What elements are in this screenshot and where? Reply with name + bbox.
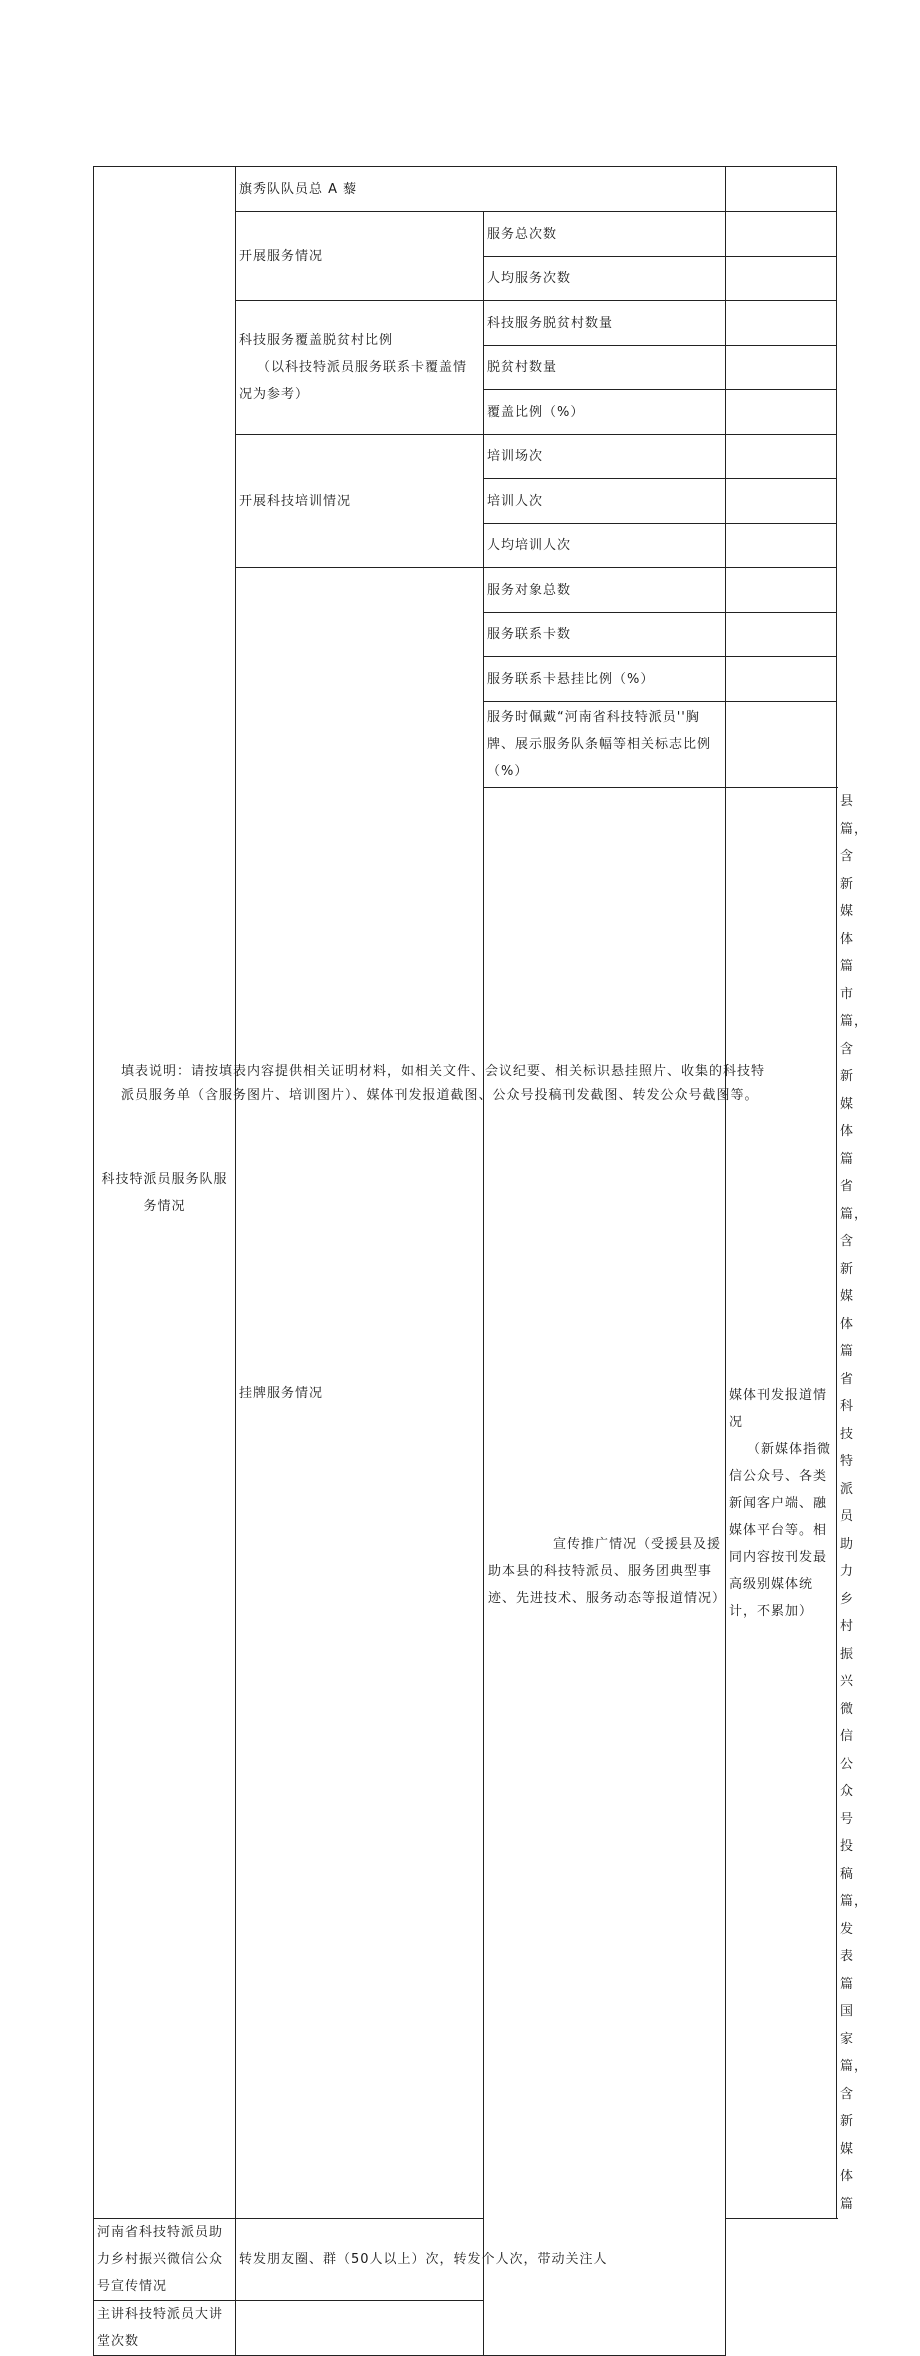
item-label: 服务对象总数 (484, 568, 726, 613)
wechat-value-cell[interactable] (236, 2219, 726, 2301)
fill-instructions-line1: 填表说明：请按填表内容提供相关证明材料，如相关文件、会议纪要、相关标识悬挂照片、收集的科技特 (121, 1064, 766, 1079)
item-label: 科技服务脱贫村数量 (484, 301, 726, 346)
item-label: 服务联系卡悬挂比例（%） (484, 657, 726, 702)
section1-category: 科技特派员服务队服务情况 (101, 1171, 228, 1214)
training-label-cell (236, 435, 484, 568)
value-cell[interactable] (726, 212, 837, 257)
value-cell[interactable] (726, 613, 837, 657)
listing-label-cell (236, 568, 484, 2219)
wechat-value: 转发朋友圈、群（50人以上）次，转发个人次，带动关注人 (239, 2252, 608, 2267)
wechat-label-cell (94, 2219, 236, 2301)
value-cell[interactable] (726, 702, 837, 788)
team-title-cell (236, 167, 726, 212)
lecture-label-cell (94, 2301, 236, 2356)
value-cell[interactable] (726, 568, 837, 613)
fill-instructions (121, 1060, 836, 1108)
service-statistics-table: 科技特派员服务队服务情况 旗秀队队员总 A 藜 开展服务情况 服务总次数 人均服务次数 科技服务覆盖脱贫村比例 （以科技特派员服务联系卡覆盖情况为参考） 科技服务脱贫村数量 脱贫村数量 覆盖比例（%） 开展科技培训情况 培训场次 培训人次 人均培训人次 挂牌服务情况 服务对象总数 服务联系卡数 服务联系卡悬挂比例（%） 服务时佩戴“河南省科技特派员''胸牌、展示服务队条幅等相关标志比例（%） 宣传推广情况（受援县及援 助本县的科技特派员、服务团典型事迹、先进技术、服务动态等报道情况） 媒体刊发报道情况 （新媒体指微信公众号、各类新闻客户端、融媒体平台等。相同内容按刊发最高级别媒体统计，不累加） 县篇，含新媒体篇 市篇，含新媒体篇 省篇，含新媒体篇 省科技特派员助力乡村振兴微信公众号 投稿篇，发表篇 国家篇，含新媒体篇 河南省科技特派员助力乡村振兴微信公众号宣传情况 转发朋友圈、群（50人以上）次，转发个人次，带动关注人 主讲科技特派员大讲堂次数 (93, 166, 837, 2356)
value-cell[interactable] (726, 435, 837, 479)
coverage-label-cell (236, 301, 484, 435)
item-label: 服务时佩戴“河南省科技特派员''胸牌、展示服务队条幅等相关标志比例（%） (484, 702, 726, 788)
training-label: 开展科技培训情况 (239, 493, 352, 509)
item-label: 服务联系卡数 (484, 613, 726, 657)
wechat-label: 河南省科技特派员助力乡村振兴微信公众号宣传情况 (97, 2225, 224, 2294)
item-label: 培训人次 (484, 479, 726, 524)
section2-category-body: 助本县的科技特派员、服务团典型事迹、先进技术、服务动态等报道情况） (488, 1564, 727, 1606)
value-cell[interactable] (726, 479, 837, 524)
section1-category-cell (94, 167, 236, 2219)
value-cell[interactable] (726, 390, 837, 435)
item-label: 人均培训人次 (484, 524, 726, 568)
value-cell[interactable] (726, 257, 837, 301)
coverage-label: 科技服务覆盖脱贫村比例 (239, 333, 394, 348)
team-value-cell[interactable] (726, 167, 837, 212)
value-cell[interactable] (726, 301, 837, 346)
media-note: （新媒体指微信公众号、各类新闻客户端、融媒体平台等。相同内容按刊发最高级别媒体统计，不累加） (729, 1441, 832, 1619)
section2-category-cell (484, 788, 726, 2356)
coverage-note: （以科技特派员服务联系卡覆盖情况为参考） (239, 360, 468, 402)
value-cell[interactable] (726, 346, 837, 390)
item-label: 服务总次数 (484, 212, 726, 257)
service-label-cell (236, 212, 484, 301)
media-label-cell (726, 788, 837, 2219)
media-label: 媒体刊发报道情况 (729, 1387, 828, 1430)
lecture-value-cell[interactable] (236, 2301, 726, 2356)
value-cell[interactable] (726, 657, 837, 702)
item-label: 覆盖比例（%） (484, 390, 726, 435)
listing-label: 挂牌服务情况 (239, 1385, 324, 1401)
item-label: 脱贫村数量 (484, 346, 726, 390)
value-cell[interactable] (726, 524, 837, 568)
lecture-label: 主讲科技特派员大讲堂次数 (97, 2307, 224, 2349)
fill-instructions-line2: 派员服务单（含服务图片、培训图片）、媒体刊发报道截图、公众号投稿刊发截图、转发公众号截图等。 (121, 1088, 759, 1103)
item-label: 培训场次 (484, 435, 726, 479)
service-label: 开展服务情况 (239, 248, 324, 264)
item-label: 人均服务次数 (484, 257, 726, 301)
team-title: 旗秀队队员总 A 藜 (239, 181, 358, 197)
section2-category-head: 宣传推广情况（受援县及援 (553, 1537, 722, 1552)
